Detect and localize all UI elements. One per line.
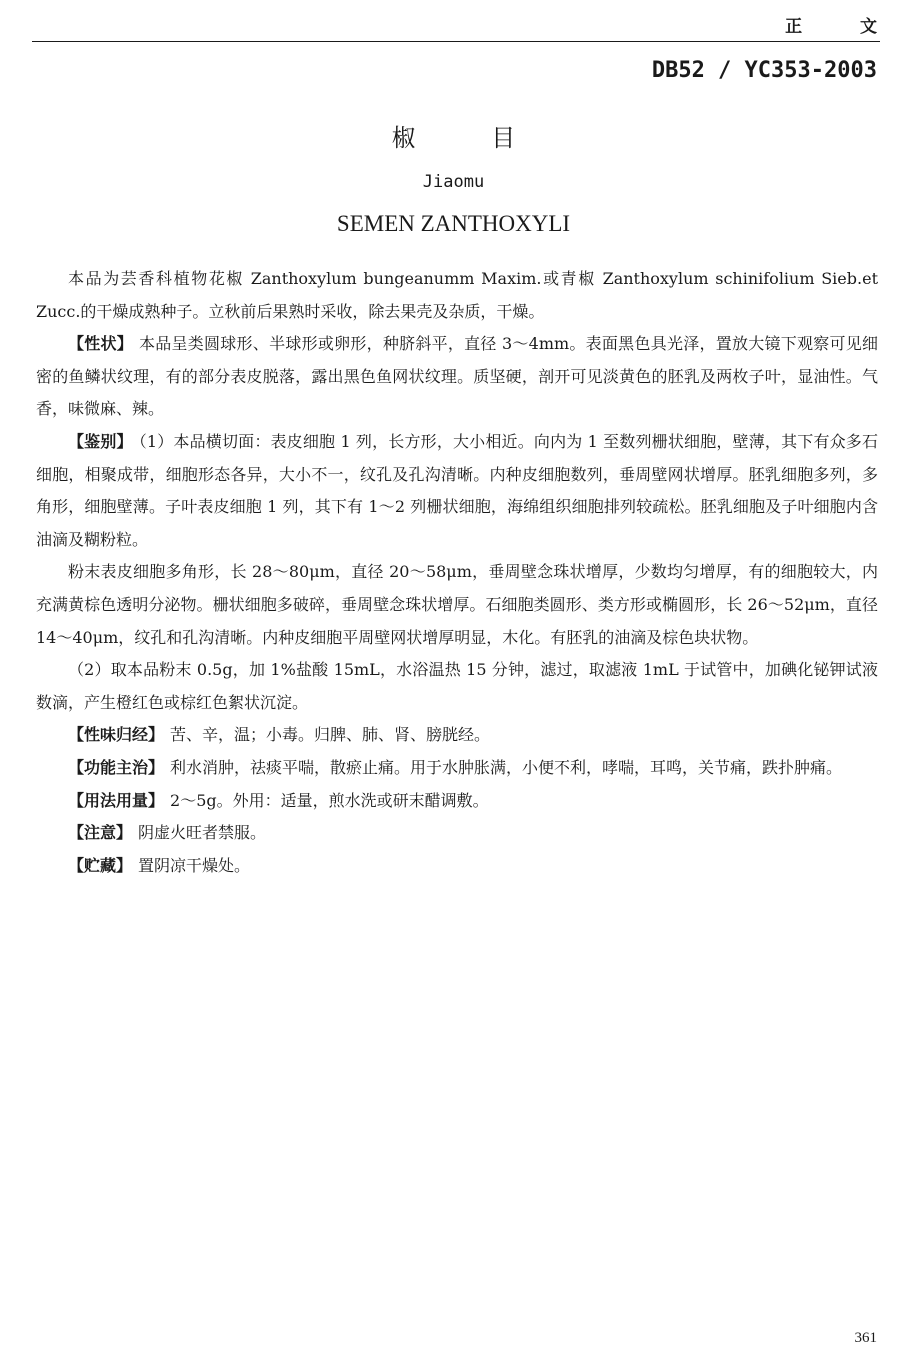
dosage-paragraph: [36, 785, 878, 818]
paragraph-text: 苦、辛，温；小毒。归脾、肺、肾、膀胱经。: [170, 725, 491, 745]
property-paragraph: [36, 719, 878, 752]
section-label: 【用法用量】: [68, 790, 165, 810]
section-label: 【注意】: [68, 823, 133, 843]
paragraph-text: （2）取本品粉末 0.5g，加 1%盐酸 15mL，水浴温热 15 分钟，滤过，取滤液 1mL 于试管中，加碘化铋钾试液数滴，产生橙红色或棕红色絮状沉淀。: [36, 660, 878, 712]
paragraph-text: 阴虚火旺者禁服。: [138, 823, 267, 843]
powder-paragraph: [36, 556, 878, 654]
paragraph-text: 置阴凉干燥处。: [138, 855, 251, 875]
section-label: 【贮藏】: [68, 855, 133, 875]
title-pinyin: Jiaomu: [422, 172, 485, 192]
paragraph-text: 利水消肿，祛痰平喘，散瘀止痛。用于水肿胀满，小便不利，哮喘，耳鸣，关节痛，跌扑肿痛。: [170, 757, 843, 777]
paragraph-text: 粉末表皮细胞多角形，长 28～80μm，直径 20～58μm，垂周壁念珠状增厚，少数均匀增厚，有的细胞较大，内充满黄棕色透明分泌物。栅状细胞多破碎，垂周壁念珠状增厚。石细胞类圆形、类方形或椭圆形，长 26～52μm，直径 14～40μm，纹孔和孔沟清晰。内种皮细胞平周壁网状增厚明显，木化。有胚乳的油滴及棕色块状物。: [36, 562, 878, 647]
chemical-test-paragraph: [36, 654, 878, 719]
section-label: 【性味归经】: [68, 725, 165, 745]
section-label: 【功能主治】: [68, 757, 165, 777]
section-header: 正 文: [785, 17, 903, 37]
paragraph-text: 本品呈类圆球形、半球形或卵形，种脐斜平，直径 3～4mm。表面黑色具光泽，置放大镜下观察可见细密的鱼鳞状纹理，有的部分表皮脱落，露出黑色鱼网状纹理。质坚硬，剖开可见淡黄色的胚乳及两枚子叶，显油性。气香，味微麻、辣。: [36, 334, 878, 419]
identification-paragraph: [36, 426, 878, 556]
page-title: 椒 目: [391, 124, 550, 152]
paragraph-text: 本品为芸香科植物花椒 Zanthoxylum bungeanumm Maxim.或青椒 Zanthoxylum schinifolium Sieb.et Zucc.的干燥成熟种子。立秋前后果熟时采收，除去果壳及杂质，干燥。: [36, 269, 878, 321]
caution-paragraph: [36, 817, 878, 850]
paragraph-text: 2～5g。外用：适量，煎水洗或研末醋调敷。: [170, 790, 489, 810]
section-label: 【鉴别】: [68, 431, 133, 451]
header-divider: [32, 41, 880, 42]
paragraph-text: （1）本品横切面：表皮细胞 1 列，长方形，大小相近。向内为 1 至数列栅状细胞，壁薄，其下有众多石细胞，相聚成带，细胞形态各异，大小不一，纹孔及孔沟清晰。内种皮细胞数列，垂周壁网状增厚。胚乳细胞多列，多角形，细胞壁薄。子叶表皮细胞 1 列，其下有 1～2 列栅状细胞，海绵组织细胞排列较疏松。胚乳细胞及子叶细胞内含油滴及糊粉粒。: [36, 431, 878, 549]
storage-paragraph: [36, 850, 878, 883]
title-latin: SEMEN ZANTHOXYLI: [336, 211, 571, 236]
page-number: 361: [854, 1330, 877, 1346]
standard-number: DB52 / YC353-2003: [651, 58, 877, 83]
intro-paragraph: [36, 263, 878, 328]
section-label: 【性状】: [68, 334, 134, 354]
function-paragraph: [36, 752, 878, 785]
description-paragraph: [36, 328, 878, 426]
monograph-body: [36, 263, 878, 882]
